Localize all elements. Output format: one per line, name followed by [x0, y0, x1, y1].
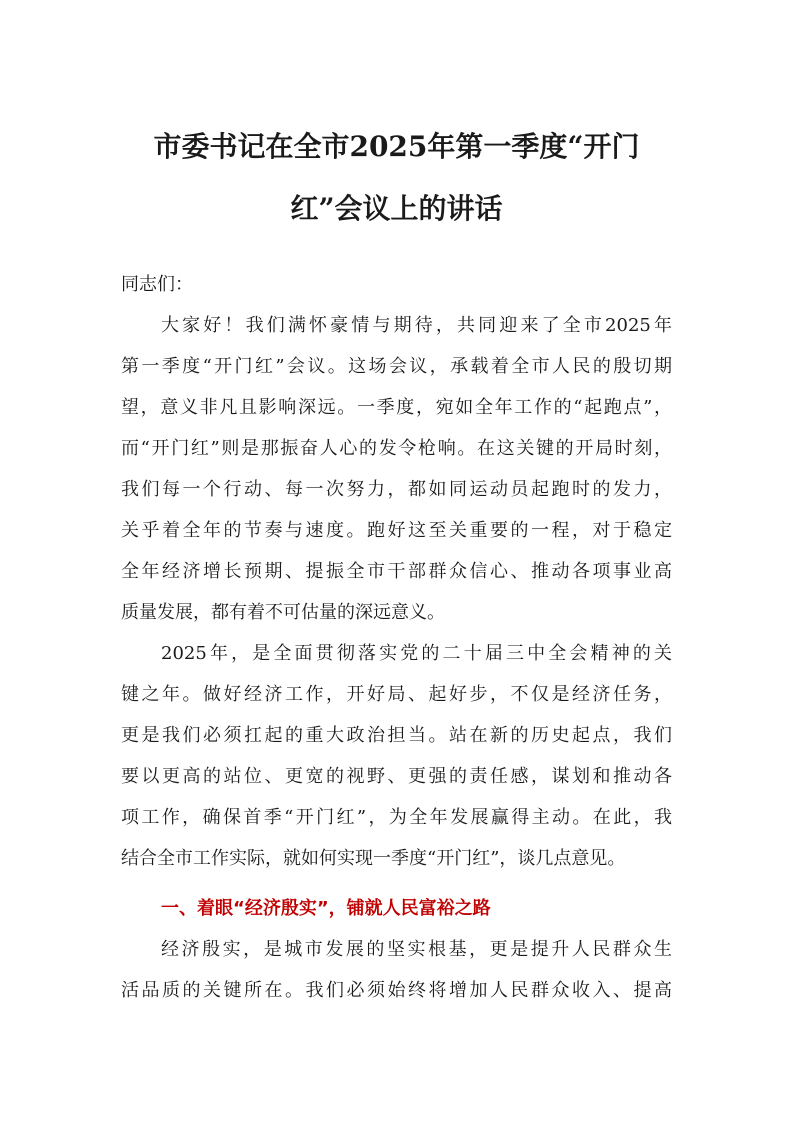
paragraph-2-line: 要以更高的站位、更宽的视野、更强的责任感，谋划和推动各 [121, 766, 672, 787]
paragraph-3-line: 活品质的关键所在。我们必须始终将增加人民群众收入、提高 [121, 980, 672, 1001]
paragraph-2-line: 2025年，是全面贯彻落实党的二十届三中全会精神的关 [161, 643, 672, 664]
paragraph-1-line: 而“开门红”则是那振奋人心的发令枪响。在这关键的开局时刻， [121, 438, 672, 459]
paragraph-2-line: 项工作，确保首季“开门红”，为全年发展赢得主动。在此，我 [121, 807, 672, 828]
section-heading: 一、着眼“经济殷实”，铺就人民富裕之路 [161, 898, 491, 919]
document-title-line-2: 红”会议上的讲话 [290, 192, 503, 225]
paragraph-1-line: 全年经济增长预期、提振全市干部群众信心、推动各项事业高 [121, 561, 672, 582]
paragraph-2-line: 更是我们必须扛起的重大政治担当。站在新的历史起点，我们 [121, 725, 672, 746]
document-title-line-1: 市委书记在全市2025年第一季度“开门 [153, 130, 640, 163]
paragraph-3-line: 经济殷实，是城市发展的坚实根基，更是提升人民群众生 [161, 939, 672, 960]
paragraph-1-line: 质量发展，都有着不可估量的深远意义。 [121, 602, 445, 623]
salutation: 同志们： [121, 274, 193, 295]
paragraph-1-line: 关乎着全年的节奏与速度。跑好这至关重要的一程，对于稳定 [121, 520, 672, 541]
paragraph-1-line: 第一季度“开门红”会议。这场会议，承载着全市人民的殷切期 [121, 356, 672, 377]
paragraph-1-line: 望，意义非凡且影响深远。一季度，宛如全年工作的“起跑点”， [121, 397, 672, 418]
paragraph-2-line: 结合全市工作实际，就如何实现一季度“开门红”，谈几点意见。 [121, 848, 626, 869]
paragraph-2-line: 键之年。做好经济工作，开好局、起好步，不仅是经济任务， [121, 684, 672, 705]
paragraph-1-line: 大家好！我们满怀豪情与期待，共同迎来了全市2025年 [161, 315, 672, 336]
paragraph-1-line: 我们每一个行动、每一次努力，都如同运动员起跑时的发力， [121, 479, 672, 500]
